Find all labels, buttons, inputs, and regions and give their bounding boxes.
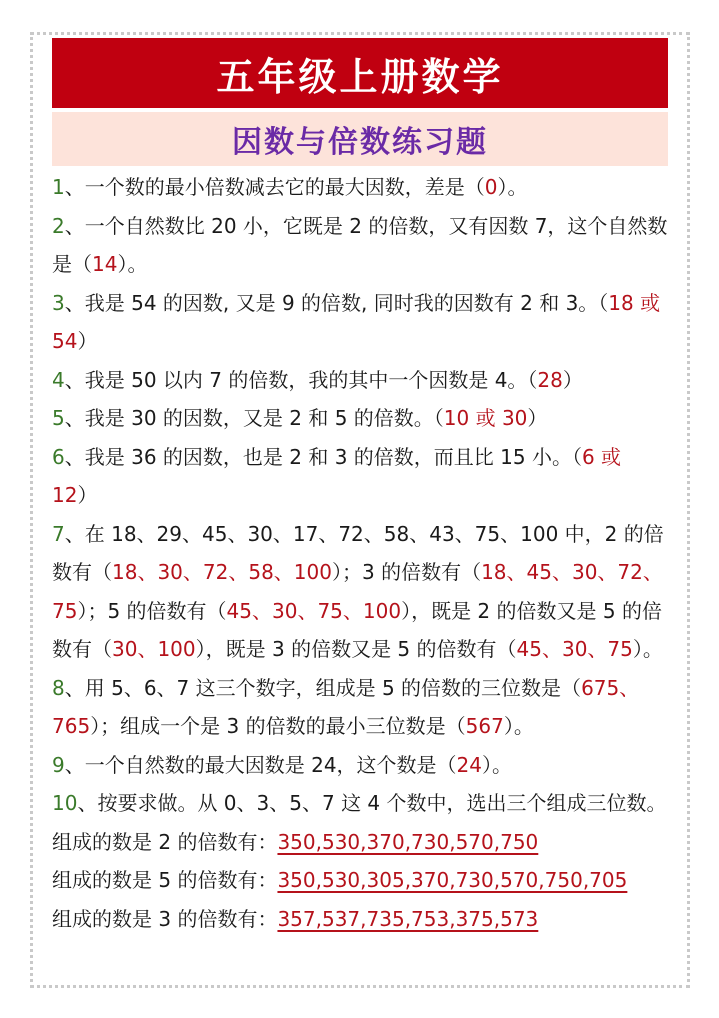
question-3: 3、我是 54 的因数, 又是 9 的倍数, 同时我的因数有 2 和 3。（18 或 54） — [52, 290, 661, 353]
question-number: 9 — [52, 752, 65, 777]
answer: 350,530,370,730,570,750 — [277, 829, 539, 854]
answer: 28 — [537, 367, 563, 392]
answer: 10 或 30 — [443, 406, 528, 430]
title-banner — [52, 38, 668, 108]
question-number: 1 — [52, 175, 65, 199]
answer: 14 — [92, 252, 118, 276]
answer: 350,530,305,370,730,570,750,705 — [277, 868, 628, 892]
row-label: 组成的数是 3 的倍数有： — [52, 906, 278, 931]
question-9: 9、一个自然数的最大因数是 24，这个数是（24）。 — [52, 752, 512, 777]
question-number: 4 — [52, 367, 65, 392]
question-1: 1、一个数的最小倍数减去它的最大因数，差是（0）。 — [52, 175, 528, 199]
answer: 30、100 — [112, 637, 196, 661]
q10-row-multiple-of-3 — [52, 900, 670, 939]
answer: 6 或 12 — [52, 444, 622, 507]
answer: 0 — [484, 175, 498, 199]
question-6: 6、我是 36 的因数，也是 2 和 3 的倍数，而且比 15 小。（6 或 12） — [52, 444, 622, 507]
page-subtitle: 因数与倍数练习题 — [232, 125, 488, 160]
question-8: 8、用 5、6、7 这三个数字，组成是 5 的倍数的三位数是（675、765）；组成一个是 3 的倍数的最小三位数是（567）。 — [52, 675, 640, 738]
question-5: 5、我是 30 的因数，又是 2 和 5 的倍数。（10 或 30） — [52, 406, 548, 430]
q10-row-multiple-of-5 — [52, 861, 670, 900]
question-number: 10 — [52, 791, 78, 815]
row-label: 组成的数是 5 的倍数有： — [52, 868, 278, 892]
question-number: 3 — [52, 290, 65, 315]
question-2: 2、一个自然数比 20 小，它既是 2 的倍数，又有因数 7，这个自然数是（14）。 — [52, 213, 668, 276]
question-number: 7 — [52, 521, 65, 546]
question-number: 8 — [52, 675, 65, 700]
question-4: 4、我是 50 以内 7 的倍数，我的其中一个因数是 4。（28） — [52, 367, 583, 392]
page-title: 五年级上册数学 — [216, 53, 504, 99]
answer: 18 或 54 — [52, 290, 661, 353]
question-10: 10、按要求做。从 0、3、5、7 这 4 个数中，选出三个组成三位数。 — [52, 791, 667, 815]
question-number: 6 — [52, 444, 65, 469]
question-list — [52, 168, 670, 938]
answer: 357,537,735,753,375,573 — [277, 906, 539, 931]
answer: 567 — [465, 714, 504, 738]
answer: 18、45、30、72、75 — [52, 560, 663, 623]
answer: 45、30、75、100 — [226, 598, 402, 623]
q10-row-multiple-of-2 — [52, 823, 670, 862]
answer: 24 — [456, 752, 482, 777]
answer: 18、30、72、58、100 — [112, 560, 332, 584]
question-number: 5 — [52, 406, 65, 430]
row-label: 组成的数是 2 的倍数有： — [52, 829, 278, 854]
question-number: 2 — [52, 213, 65, 238]
subtitle-banner — [52, 112, 668, 166]
answer: 45、30、75 — [516, 637, 633, 661]
answer: 675、765 — [52, 675, 640, 738]
question-7: 7、在 18、29、45、30、17、72、58、43、75、100 中，2 的倍数有（18、30、72、58、100）；3 的倍数有（18、45、30、72、75）；5 的倍数有（45、30、75、100），既是 2 的倍数又是 5 的倍数有（30、100），既是 3 的倍数又是 5 的倍数有（45、30、75）。 — [52, 521, 664, 661]
